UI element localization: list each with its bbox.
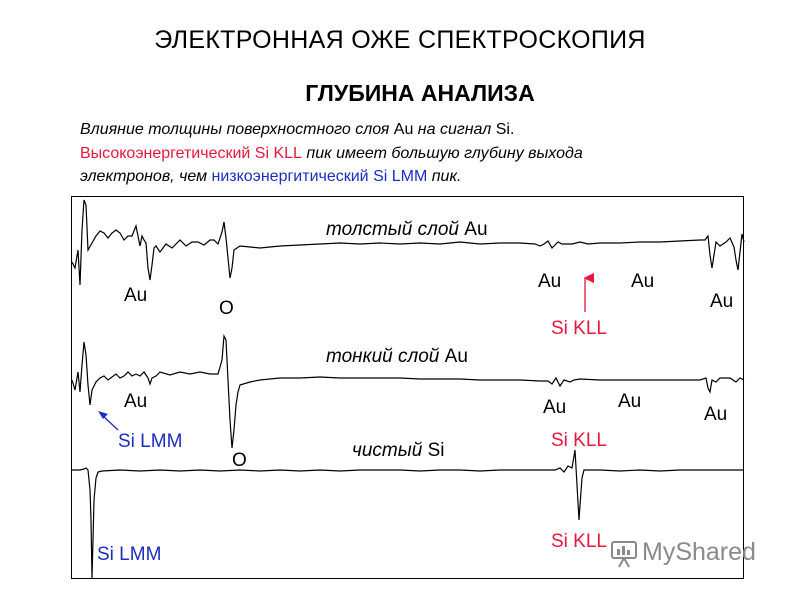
peak-label-au: Au <box>631 271 655 292</box>
peak-label-au: Au <box>543 397 567 418</box>
peak-label-o: O <box>219 298 234 319</box>
peak-label-o: O <box>232 450 247 471</box>
peak-label-au: Au <box>124 285 148 306</box>
watermark-text: MyShared <box>642 538 756 566</box>
peak-label-au: Au <box>704 404 728 425</box>
para-low-energy: низкоэнергитический <box>211 168 374 185</box>
peak-label-au: Au <box>124 391 148 412</box>
caption-element: Au <box>464 219 488 240</box>
caption-text: толстый слой <box>326 219 465 240</box>
peak-label-si-kll: Si KLL <box>551 531 607 552</box>
caption-clean-si <box>352 440 444 462</box>
para-text: электронов, чем <box>80 168 212 185</box>
presentation-board-icon <box>611 540 637 568</box>
si-lmm-arrowhead <box>98 411 108 419</box>
para-au: Au <box>393 121 414 138</box>
peak-label-si-lmm: Si LMM <box>97 544 162 565</box>
para-text: Влияние толщины поверхностного слоя <box>80 121 394 138</box>
peak-label-si-lmm: Si LMM <box>118 431 183 452</box>
caption-thick-layer <box>326 219 488 241</box>
peak-label-si-kll: Si KLL <box>551 430 607 451</box>
para-si: Si. <box>495 121 515 138</box>
peak-label-au: Au <box>538 271 562 292</box>
para-text: пик. <box>427 168 462 185</box>
peak-label-au: Au <box>710 291 734 312</box>
para-si-lmm: Si LMM <box>373 168 428 185</box>
para-text: пик имеет большую глубину выхода <box>301 144 583 162</box>
para-text: на сигнал <box>413 121 496 138</box>
caption-element: Au <box>444 346 468 367</box>
para-si-kll: Si KLL <box>254 144 302 162</box>
peak-label-au: Au <box>618 391 642 412</box>
page-subtitle: ГЛУБИНА АНАЛИЗА <box>305 80 535 106</box>
para-high-energy: Высокоэнергетический <box>80 144 255 162</box>
page-title: ЭЛЕКТРОННАЯ ОЖЕ СПЕКТРОСКОПИЯ <box>154 26 646 54</box>
caption-thin-layer <box>326 346 468 368</box>
peak-label-si-kll: Si KLL <box>551 318 607 339</box>
caption-text: тонкий слой <box>326 346 445 367</box>
caption-text: чистый <box>352 440 428 461</box>
caption-element: Si <box>427 440 445 461</box>
